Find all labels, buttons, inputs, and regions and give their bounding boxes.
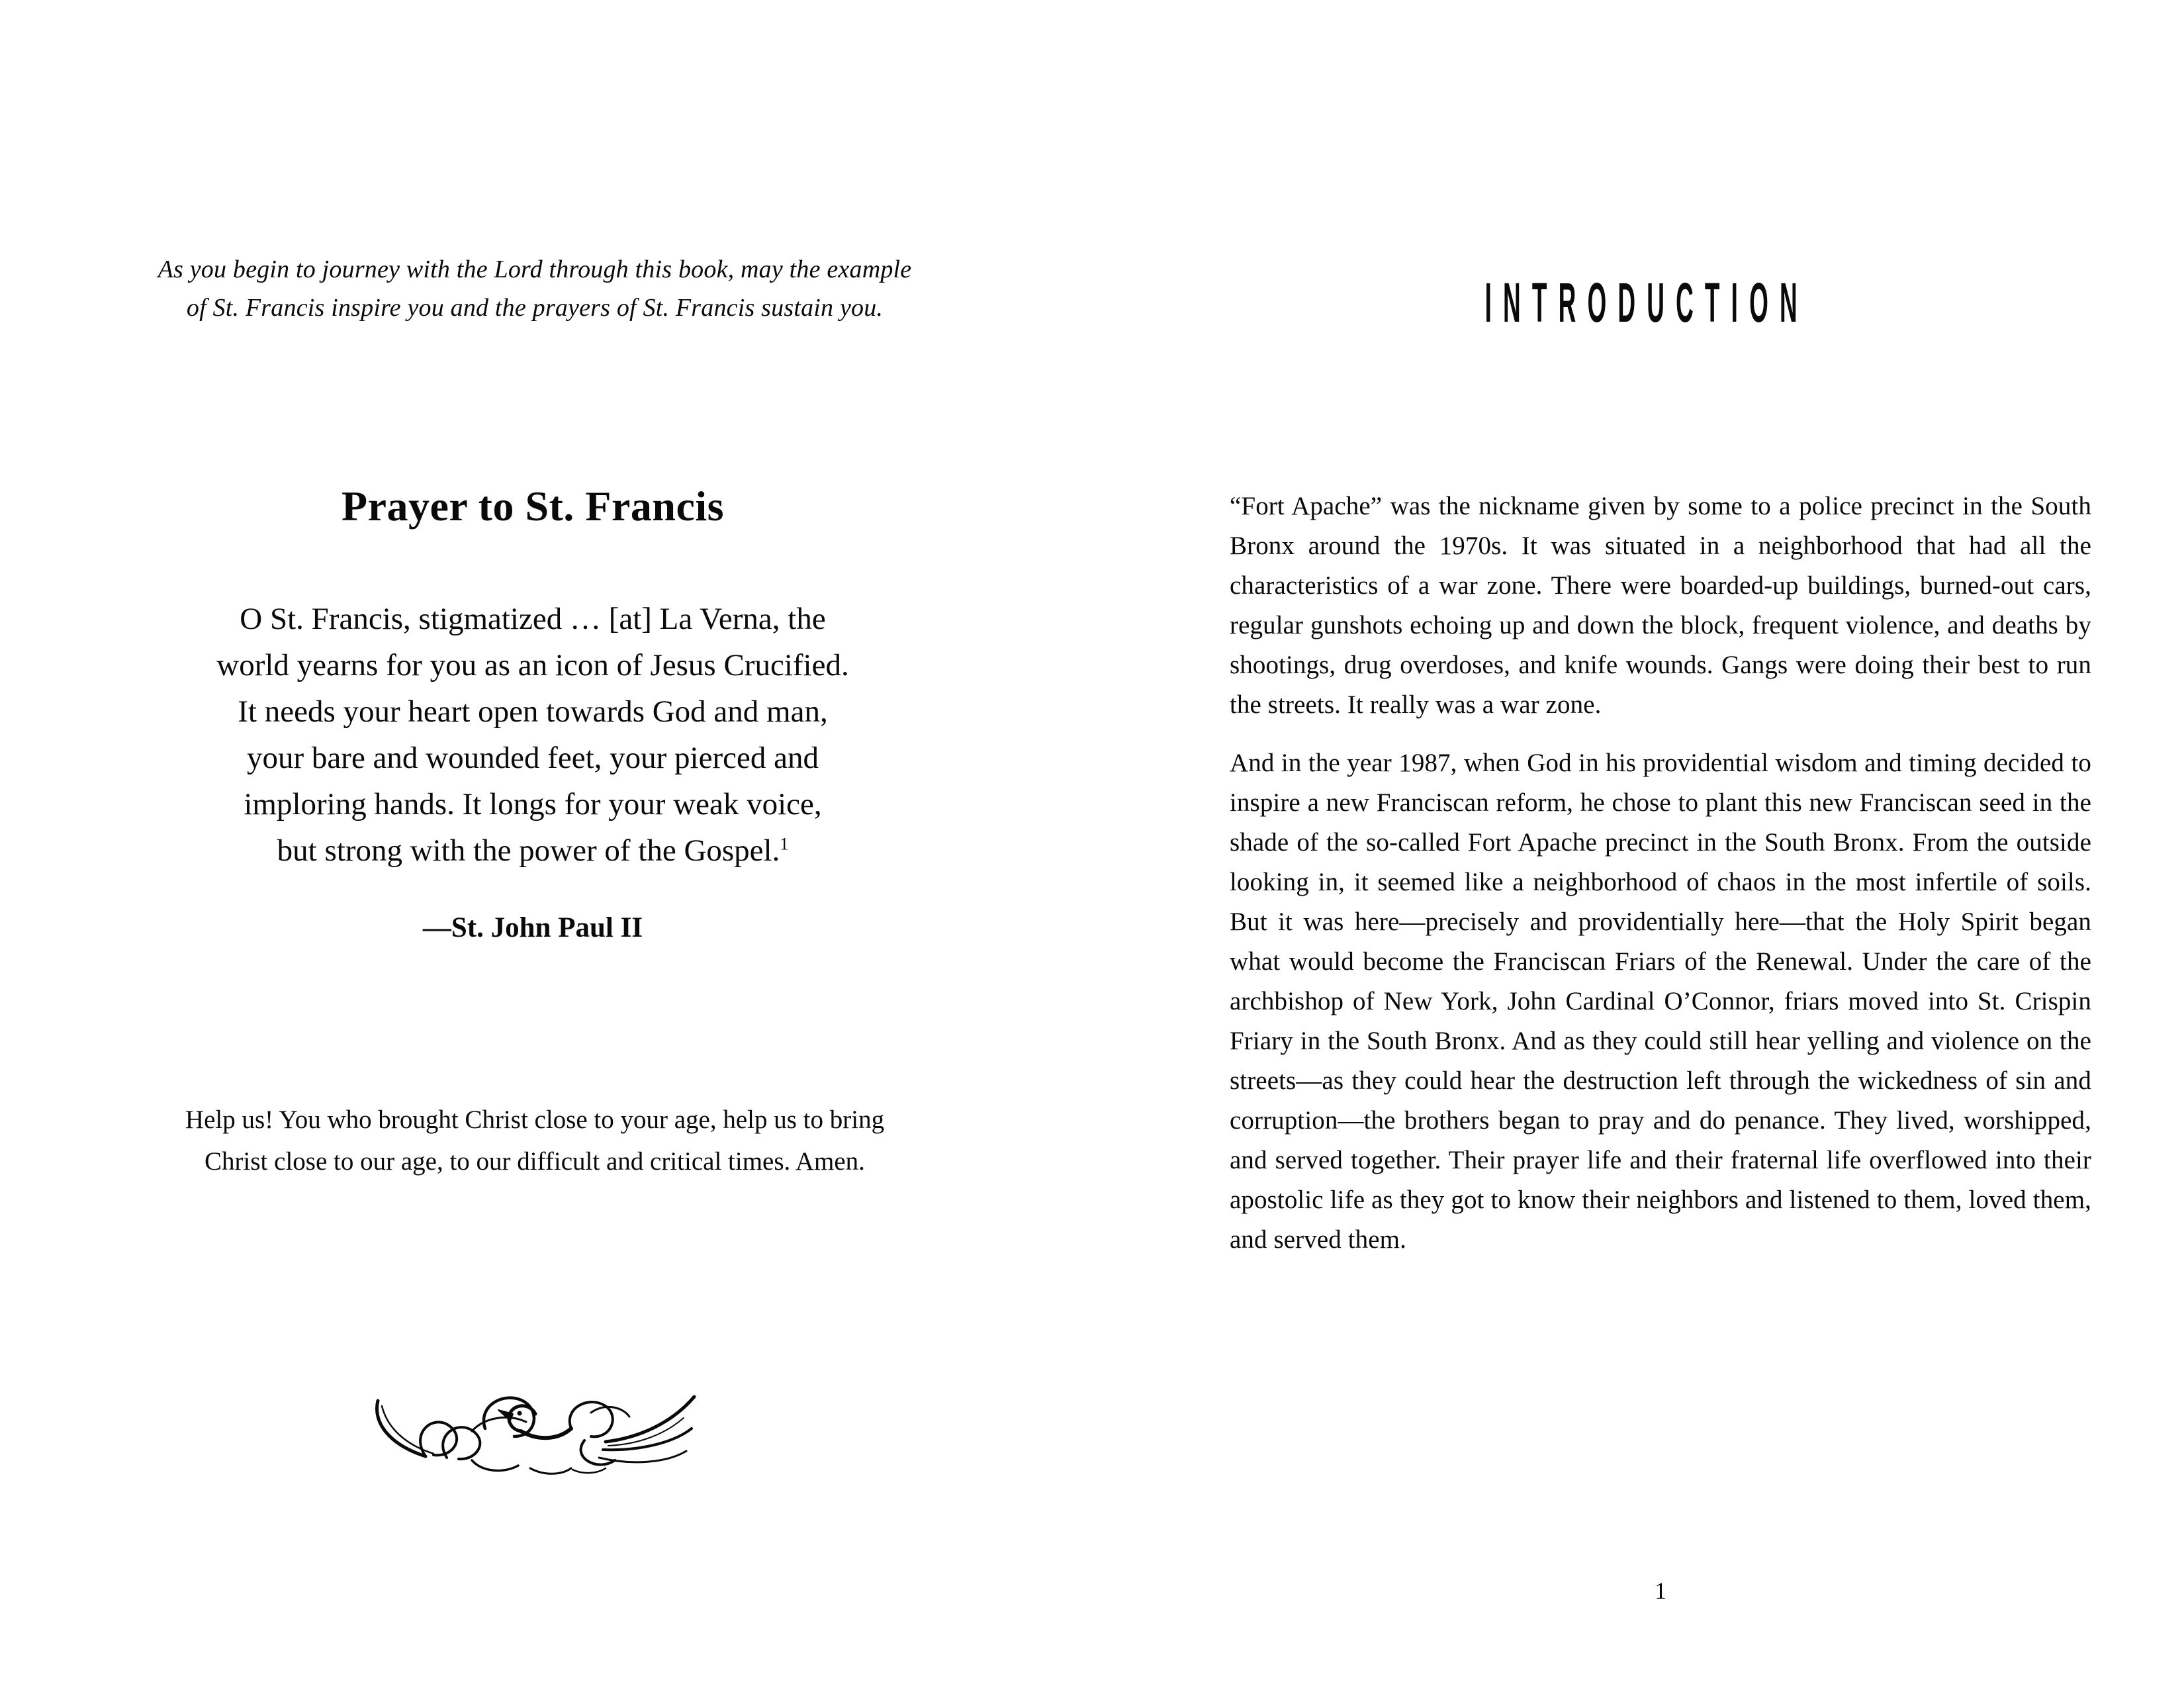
prayer-line: It needs your heart open towards God and man, — [238, 694, 828, 729]
closing-prayer-line: Help us! You who brought Christ close to your age, help us to bring — [185, 1105, 885, 1134]
epigraph-line: As you begin to journey with the Lord through this book, may the example — [158, 256, 912, 283]
chapter-title: INTRODUCTION — [1484, 271, 1809, 334]
prayer-title: Prayer to St. Francis — [341, 483, 725, 530]
bird-flourish-ornament — [373, 1376, 697, 1488]
epigraph — [105, 250, 965, 327]
prayer-line: but strong with the power of the Gospel.$^1$ — [277, 833, 789, 868]
body-paragraph: “Fort Apache” was the nickname given by some to a police precinct in the South Bronx around the 1970s. It was situated in a neighborhood that had all the characteristics of a war zone. There were boarded-up buildings, burned-out cars, regular gunshots echoing up and down the block, frequent violence, and deaths by shootings, drug overdoses, and knife wounds. Gangs were doing their best to run the streets. It really was a war zone. — [1230, 492, 2091, 719]
right-page — [1092, 0, 2184, 1688]
body-paragraph: And in the year 1987, when God in his providential wisdom and timing decided to inspire a new Franciscan reform, he chose to plant this new Franciscan seed in the shade of the so-called Fort Apache precinct in the South Bronx. From the outside looking in, it seemed like a neighborhood of chaos in the most infertile of soils. But it was here—precisely and providentially here—that the Holy Spirit began what would become the Franciscan Friars of the Renewal. Under the care of the archbishop of New York, John Cardinal O’Connor, friars moved into St. Crispin Friary in the South Bronx. And as they could still hear yelling and violence on the streets—as they could hear the destruction left through the wickedness of sin and corruption—the brothers began to pray and do penance. They lived, worshipped, and served together. Their prayer life and their fraternal life overflowed into their apostolic life as they got to know their neighbors and listened to them, loved them, and served them. — [1230, 749, 2091, 1254]
attribution: —St. John Paul II — [422, 912, 643, 943]
chapter-title-block — [1142, 270, 2141, 334]
bird-flourish-icon — [373, 1376, 697, 1488]
prayer-line: world yearns for you as an icon of Jesus Crucified. — [216, 648, 849, 682]
footnote-marker: 1 — [780, 834, 789, 854]
page-number: 1 — [1655, 1577, 1666, 1604]
prayer-line: O St. Francis, stigmatized … [at] La Verna, the — [240, 602, 826, 636]
closing-prayer-line: Christ close to our age, to our difficult and critical times. Amen. — [205, 1147, 865, 1176]
epigraph-line: of St. Francis inspire you and the prayers of St. Francis sustain you. — [186, 294, 884, 322]
prayer-line: imploring hands. It longs for your weak voice, — [244, 787, 822, 821]
chapter-body — [1230, 487, 2091, 1260]
closing-prayer — [105, 1099, 965, 1182]
prayer-text — [50, 596, 1016, 874]
prayer-line: your bare and wounded feet, your pierced and — [247, 741, 819, 775]
